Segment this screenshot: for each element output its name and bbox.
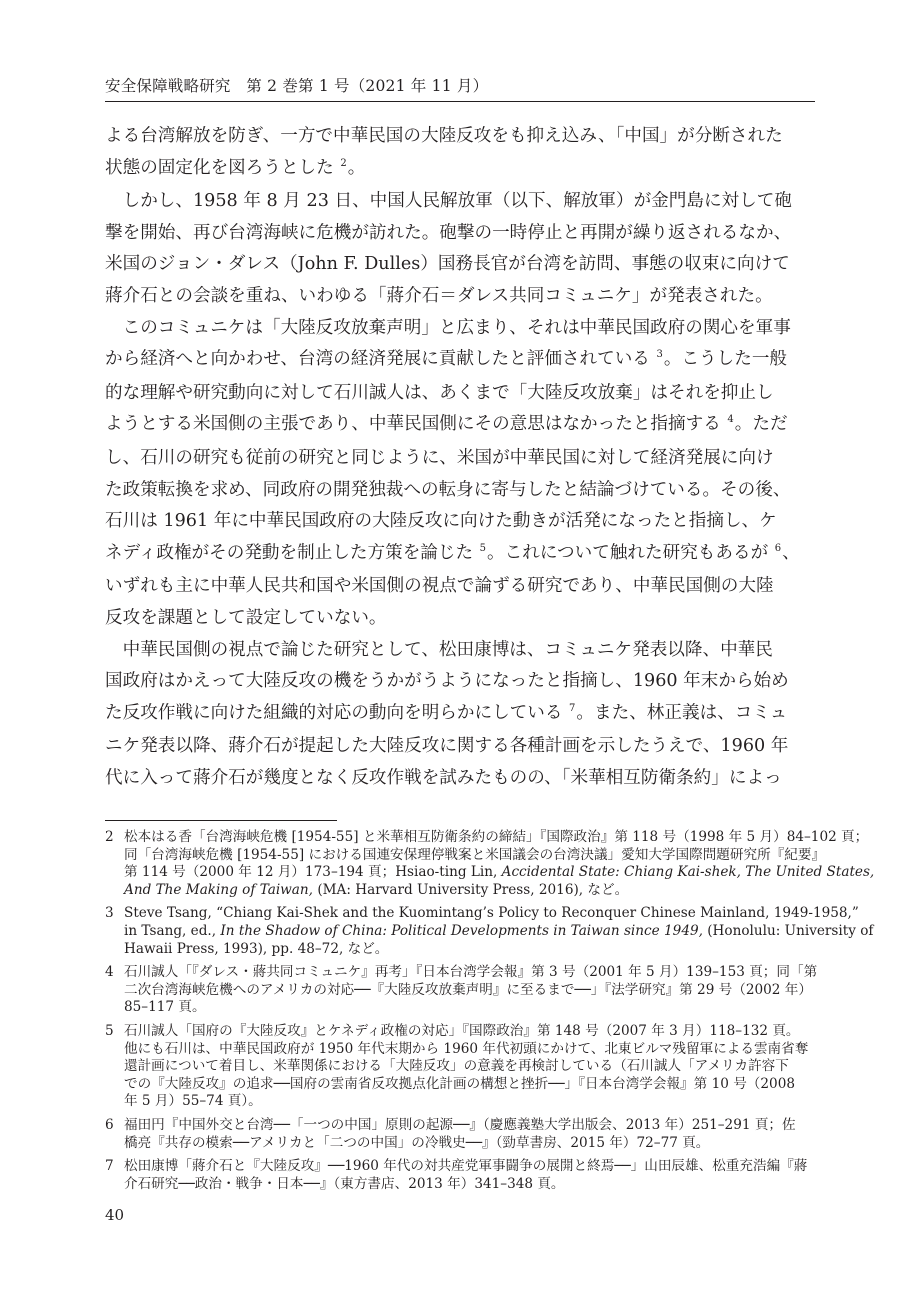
footnote-line: 松田康博「蔣介石と『大陸反攻』──1960 年代の対共産党軍事闘争の展開と終焉──」山田辰雄、松重充浩編『蔣: [124, 1158, 808, 1175]
footnote-line: 還計画について着目し、米華関係における「大陸反攻」の意義を再検討している（石川誠人「アメリカ許容下: [124, 1058, 789, 1075]
italic-title: In the Shadow of China: Political Developments in Taiwan since 1949,: [220, 922, 703, 939]
footnote-line: 年 5 月）55–74 頁）。: [124, 1093, 262, 1110]
footnote-line: in Tsang, ed., In the Shadow of China: Political Developments in Taiwan since 1949, (Honolulu: University of: [124, 922, 874, 939]
italic-title: Accidental State: Chiang Kai-shek, The United States,: [501, 864, 875, 881]
text-line: いずれも主に中華人民共和国や米国側の視点で論ずる研究であり、中華民国側の大陸: [105, 576, 774, 597]
footnote-reference: 4: [727, 414, 734, 426]
paragraph: [105, 186, 815, 312]
text-line: しかし、1958 年 8 月 23 日、中国人民解放軍（以下、解放軍）が金門島に対して砲: [122, 191, 792, 212]
text-line: から経済へと向かわせ、台湾の経済発展に貢献したと評価されている $^3$。こうした一般: [105, 349, 788, 370]
italic-title: And The Making of Taiwan,: [124, 881, 313, 898]
footnote-rule: [105, 820, 337, 821]
footnote-line: 松本はる香「台湾海峡危機 [1954-55] と米華相互防衛条約の締結」『国際政治』第 118 号（1998 年 5 月）84–102 頁；: [124, 829, 869, 845]
footnote: [105, 1023, 815, 1111]
footnotes: [105, 829, 875, 1199]
main-text: [105, 121, 815, 794]
footnote-reference: 2: [340, 157, 347, 169]
text-line: ネディ政権がその発動を制止した方策を論じた $^5$。これについて触れた研究もあるが $^6$、: [105, 542, 800, 563]
footnote-line: 同「台湾海峡危機 [1954-55] における国連安保理停戦案と米国議会の台湾決議」愛知大学国際問題研究所『紀要』: [124, 846, 826, 863]
footnote-reference: 6: [774, 542, 782, 554]
footnote-reference: 3: [656, 349, 663, 361]
footnote: [105, 964, 818, 1017]
footnote-reference: 5: [479, 542, 487, 554]
footnote: [105, 1117, 815, 1152]
text-line: た政策転換を求め、同政府の開発独裁への転身に寄与したと結論づけている。その後、: [105, 479, 791, 500]
footnote: [105, 905, 874, 958]
header-rule: [105, 101, 815, 102]
text-line: 反攻を課題として設定していない。: [105, 607, 387, 628]
footnote-number: 3: [105, 905, 114, 922]
text-line: た反攻作戦に向けた組織的対応の動向を明らかにしている $^7$。また、林正義は、コミュ: [105, 702, 788, 723]
running-header: 安全保障戦略研究 第 2 巻第 1 号（2021 年 11 月）: [105, 77, 489, 95]
paragraph: [105, 313, 815, 635]
footnote-reference: 7: [569, 702, 576, 714]
text-line: 国政府はかえって大陸反攻の機をうかがうようになったと指摘し、1960 年末から始め: [105, 671, 789, 692]
footnote-line: 石川誠人「国府の『大陸反攻』とケネディ政権の対応」『国際政治』第 148 号（2007 年 3 月）118–132 頁。: [124, 1022, 800, 1039]
footnote-number: 5: [105, 1022, 114, 1039]
text-line: 蔣介石との会談を重ね、いわゆる「蔣介石＝ダレス共同コミュニケ」が発表された。: [105, 285, 773, 306]
footnote-number: 7: [105, 1158, 114, 1175]
footnote-line: 介石研究──政治・戦争・日本──』（東方書店、2013 年）341–348 頁。: [124, 1175, 565, 1192]
footnote-number: 2: [105, 829, 114, 845]
footnote-line: 二次台湾海峡危機へのアメリカの対応──『大陸反攻放棄声明』に至るまで──」『法学研究』第 29 号（2002 年）: [124, 981, 812, 998]
text-line: ようとする米国側の主張であり、中華民国側にその意思はなかったと指摘する $^4$。ただ: [105, 414, 788, 435]
footnote-line: 第 114 号（2000 年 12 月）173–194 頁；Hsiao-ting Lin, Accidental State: Chiang Kai-shek, The United States,: [124, 864, 875, 881]
paragraph: [105, 635, 815, 795]
text-line: 石川は 1961 年に中華民国政府の大陸反攻に向けた動きが活発になったと指摘し、ケ: [105, 511, 777, 532]
footnote-line: 85–117 頁。: [124, 999, 206, 1016]
text-line: よる台湾解放を防ぎ、一方で中華民国の大陸反攻をも抑え込み、「中国」が分断された: [105, 126, 783, 146]
footnote-line: 福田円『中国外交と台湾──「一つの中国」原則の起源──』（慶應義塾大学出版会、2013 年）251–291 頁；佐: [124, 1116, 796, 1133]
footnote-line: Hawaii Press, 1993), pp. 48–72, など。: [124, 940, 389, 957]
text-line: 米国のジョン・ダレス（John F. Dulles）国務長官が台湾を訪問、事態の収束に向けて: [105, 254, 790, 275]
page-number: 40: [105, 1206, 125, 1224]
footnote-line: 他にも石川は、中華民国政府が 1950 年代末期から 1960 年代初頭にかけて、北東ビルマ残留軍による雲南省奪: [124, 1040, 809, 1057]
text-line: 状態の固定化を図ろうとした $^2$。: [105, 157, 366, 178]
footnote-line: 石川誠人「『ダレス・蔣共同コミュニケ』再考」『日本台湾学会報』第 3 号（2001 年 5 月）139–153 頁；同「第: [124, 964, 818, 981]
text-line: 中華民国側の視点で論じた研究として、松田康博は、コミュニケ発表以降、中華民: [122, 639, 773, 660]
footnote-line: Steve Tsang, “Chiang Kai-Shek and the Kuomintang’s Policy to Reconquer Chinese Mainland, 1949-1958,”: [124, 905, 859, 922]
paragraph: [105, 121, 815, 186]
text-line: 撃を開始、再び台湾海峡に危機が訪れた。砲撃の一時停止と再開が繰り返されるなか、: [105, 222, 792, 243]
footnote-line: And The Making of Taiwan, (MA: Harvard University Press, 2016), など。: [124, 881, 629, 898]
text-line: ニケ発表以降、蔣介石が提起した大陸反攻に関する各種計画を示したうえで、1960 年: [105, 736, 789, 757]
text-line: し、石川の研究も従前の研究と同じように、米国が中華民国に対して経済発展に向け: [105, 447, 774, 468]
text-line: 代に入って蔣介石が幾度となく反攻作戦を試みたものの、「米華相互防衛条約」によっ: [105, 767, 782, 788]
footnote: [105, 829, 875, 899]
footnote: [105, 1158, 815, 1193]
text-line: 的な理解や研究動向に対して石川誠人は、あくまで「大陸反攻放棄」はそれを抑止し: [105, 382, 774, 403]
footnote-line: での『大陸反攻』の追求──国府の雲南省反攻拠点化計画の構想と挫折──」『日本台湾学会報』第 10 号（2008: [124, 1075, 795, 1092]
footnote-line: 橋亮『共存の模索──アメリカと「二つの中国」の冷戦史──』（勁草書房、2015 年）72–77 頁。: [124, 1134, 710, 1151]
text-line: このコミュニケは「大陸反攻放棄声明」と広まり、それは中華民国政府の関心を軍事: [122, 317, 791, 338]
footnote-number: 6: [105, 1116, 114, 1133]
footnote-number: 4: [105, 964, 114, 981]
